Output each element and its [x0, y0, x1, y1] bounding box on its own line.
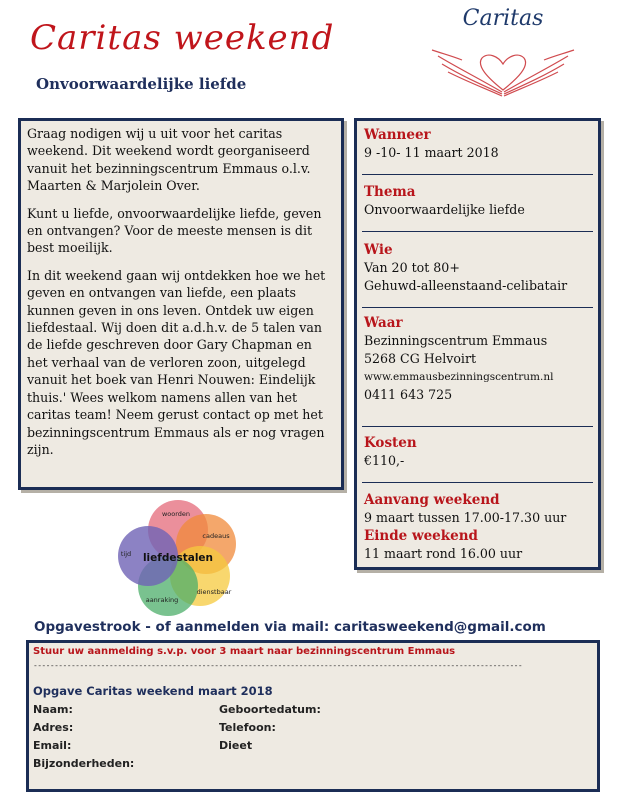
section-heading: Waar	[364, 315, 403, 331]
section-heading: Wie	[364, 242, 393, 258]
naam-field[interactable]: Naam:	[33, 703, 73, 716]
diagram-label-dienstbaar: dienstbaar	[196, 588, 232, 596]
intro-paragraph: Kunt u liefde, onvoorwaardelijke liefde, geven en ontvangen? Voor de meeste mensen is dit best moeilijk.	[27, 205, 322, 256]
section-kosten	[364, 434, 592, 470]
section-text: 9 maart tussen 17.00-17.30 uur	[364, 510, 567, 525]
heart-hands-icon	[418, 26, 588, 106]
diagram-label-tijd: tijd	[120, 550, 132, 558]
section-text: 9 -10- 11 maart 2018	[364, 145, 499, 160]
section-thema	[364, 183, 592, 219]
intro-box	[18, 118, 344, 490]
diagram-center-label: liefdestalen	[142, 552, 214, 564]
geboortedatum-field[interactable]: Geboortedatum:	[219, 703, 321, 716]
page-subtitle: Onvoorwaardelijke liefde	[36, 75, 247, 93]
section-aanvang	[364, 491, 592, 563]
info-box	[354, 118, 601, 570]
section-text: Van 20 tot 80+	[364, 260, 460, 275]
bijzonderheden-field[interactable]: Bijzonderheden:	[33, 757, 135, 770]
diagram-label-woorden: woorden	[161, 510, 191, 518]
section-heading: Kosten	[364, 435, 417, 451]
form-title: Opgave Caritas weekend maart 2018	[33, 684, 273, 698]
section-heading: Wanneer	[364, 127, 431, 143]
divider	[362, 231, 593, 232]
section-text: Onvoorwaardelijke liefde	[364, 202, 525, 217]
section-heading: Einde weekend	[364, 528, 478, 544]
page-title: Caritas weekend	[30, 18, 335, 58]
section-wie	[364, 241, 592, 295]
cut-line: --------------------------------------------------------------------------------------------------------------------	[33, 661, 523, 670]
website-link[interactable]: www.emmausbezinningscentrum.nl	[364, 371, 554, 383]
dieet-field[interactable]: Dieet	[219, 739, 253, 752]
divider	[362, 307, 593, 308]
diagram-label-cadeaus: cadeaus	[202, 532, 230, 540]
signup-heading: Opgavestrook - of aanmelden via mail: caritasweekend@gmail.com	[34, 619, 546, 635]
signup-form	[26, 640, 600, 792]
section-wanneer	[364, 126, 592, 162]
intro-paragraph: In dit weekend gaan wij ontdekken hoe we het geven en ontvangen van liefde, een plaats kunnen geven in ons leven. Ontdek uw eigen liefdestaal. Wij doen dit a.d.h.v. de 5 talen van de liefde geschreven door Gary Chapman en het verhaal van de verloren zoon, uitgelegd vanuit het boek van Henri Nouwen: Eindelijk thuis.' Wees welkom namens allen van het caritas team! Neem gerust contact op met het bezinningscentrum Emmaus als er nog vragen zijn.	[27, 267, 326, 457]
section-text: 5268 CG Helvoirt	[364, 351, 477, 366]
section-heading: Aanvang weekend	[364, 492, 500, 508]
email-field[interactable]: Email:	[33, 739, 72, 752]
caritas-logo	[418, 6, 588, 106]
section-text: Gehuwd-alleenstaand-celibatair	[364, 278, 568, 293]
section-text: 11 maart rond 16.00 uur	[364, 546, 523, 561]
telefoon-field[interactable]: Telefoon:	[219, 721, 276, 734]
section-waar	[364, 314, 592, 404]
diagram-label-aanraking: aanraking	[145, 596, 179, 604]
divider	[362, 482, 593, 483]
section-text: €110,-	[364, 453, 405, 468]
divider	[362, 426, 593, 427]
section-heading: Thema	[364, 184, 416, 200]
phone-number: 0411 643 725	[364, 387, 453, 402]
logo-text: Caritas	[462, 6, 544, 31]
section-text: Bezinningscentrum Emmaus	[364, 333, 548, 348]
divider	[362, 174, 593, 175]
form-notice: Stuur uw aanmelding s.v.p. voor 3 maart naar bezinningscentrum Emmaus	[33, 646, 456, 657]
intro-paragraph: Graag nodigen wij u uit voor het caritas weekend. Dit weekend wordt georganiseerd vanuit het bezinningscentrum Emmaus o.l.v. Maarten & Marjolein Over.	[27, 126, 311, 194]
love-languages-diagram	[110, 494, 250, 620]
intro-text	[27, 125, 335, 468]
adres-field[interactable]: Adres:	[33, 721, 74, 734]
